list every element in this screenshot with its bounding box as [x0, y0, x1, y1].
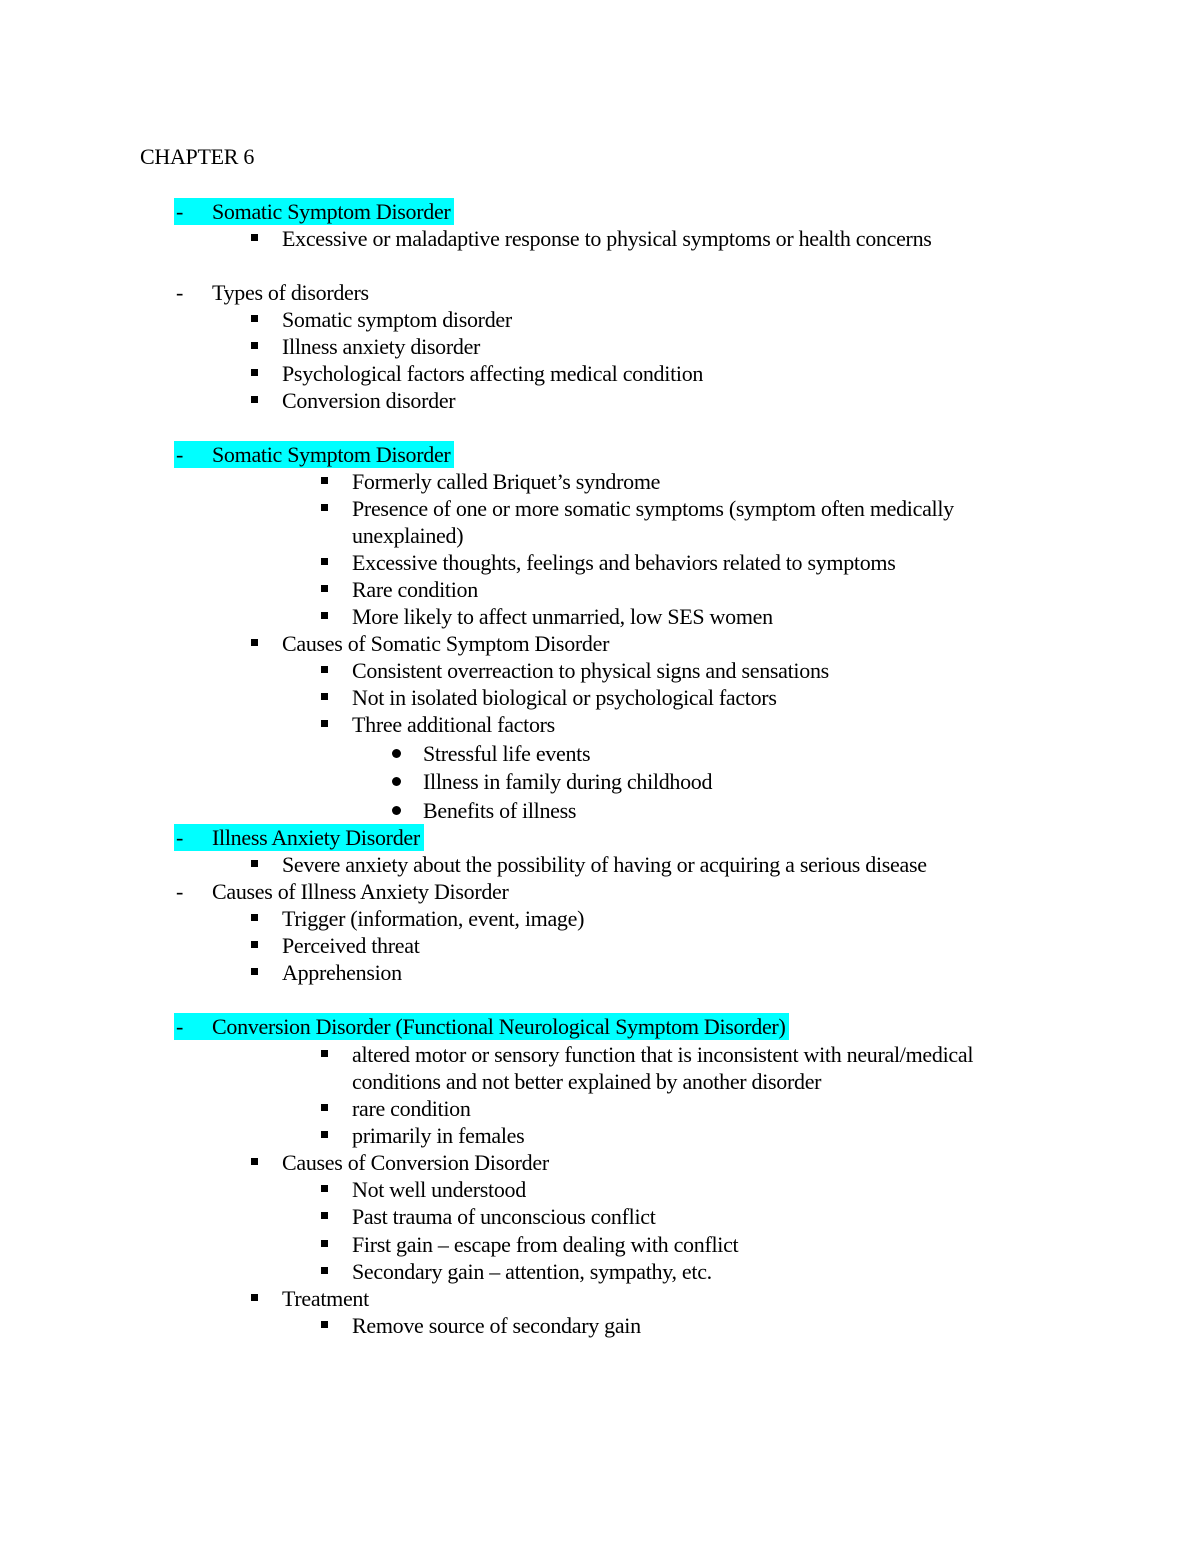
- list-item-more-likely-to-affect-unmarried-low-ses-: More likely to affect unmarried, low SES women: [352, 604, 773, 629]
- square-bullet-icon: [251, 342, 258, 349]
- square-bullet-icon: [321, 1131, 328, 1138]
- list-item-formerly-called-briquet-s-syndrome: Formerly called Briquet’s syndrome: [352, 469, 661, 494]
- list-item-three-additional-factors: Three additional factors: [352, 712, 555, 737]
- square-bullet-icon: [321, 1240, 328, 1247]
- list-item-excessive-thoughts-feelings-and-behavior: Excessive thoughts, feelings and behaviors related to symptoms: [352, 550, 896, 575]
- square-bullet-icon: [321, 1321, 328, 1328]
- list-item-conditions-and-not-better-explained-by-a: conditions and not better explained by another disorder: [352, 1069, 822, 1094]
- dash-bullet-icon: -: [176, 280, 184, 305]
- dash-bullet-icon: -: [176, 199, 184, 224]
- dash-bullet-icon: -: [176, 1014, 184, 1039]
- list-item-first-gain-escape-from-dealing-with-conf: First gain – escape from dealing with conflict: [352, 1232, 739, 1257]
- list-item-not-well-understood: Not well understood: [352, 1177, 526, 1202]
- round-bullet-icon: [392, 749, 401, 758]
- list-item-conversion-disorder: Conversion disorder: [282, 388, 456, 413]
- list-item-treatment: Treatment: [282, 1286, 369, 1311]
- square-bullet-icon: [321, 1185, 328, 1192]
- square-bullet-icon: [321, 612, 328, 619]
- dash-bullet-icon: -: [176, 442, 184, 467]
- list-item-rare-condition: rare condition: [352, 1096, 471, 1121]
- list-item-stressful-life-events: Stressful life events: [423, 741, 591, 766]
- list-item-rare-condition: Rare condition: [352, 577, 478, 602]
- section-heading-somatic-symptom-disorder: Somatic Symptom Disorder: [212, 199, 451, 224]
- list-item-secondary-gain-attention-sympathy-etc: Secondary gain – attention, sympathy, etc.: [352, 1259, 712, 1284]
- square-bullet-icon: [251, 860, 258, 867]
- square-bullet-icon: [251, 315, 258, 322]
- dash-bullet-icon: -: [176, 825, 184, 850]
- round-bullet-icon: [392, 777, 401, 786]
- list-item-types-of-disorders: Types of disorders: [212, 280, 369, 305]
- square-bullet-icon: [251, 941, 258, 948]
- square-bullet-icon: [251, 369, 258, 376]
- square-bullet-icon: [251, 968, 258, 975]
- list-item-benefits-of-illness: Benefits of illness: [423, 798, 577, 823]
- list-item-illness-in-family-during-childhood: Illness in family during childhood: [423, 769, 713, 794]
- square-bullet-icon: [321, 477, 328, 484]
- list-item-altered-motor-or-sensory-function-that-i: altered motor or sensory function that is inconsistent with neural/medical: [352, 1042, 974, 1067]
- list-item-illness-anxiety-disorder: Illness anxiety disorder: [282, 334, 481, 359]
- list-item-excessive-or-maladaptive-response-to-phy: Excessive or maladaptive response to physical symptoms or health concerns: [282, 226, 932, 251]
- square-bullet-icon: [321, 585, 328, 592]
- square-bullet-icon: [251, 1294, 258, 1301]
- section-heading-conversion-disorder-functional-neurologi: Conversion Disorder (Functional Neurological Symptom Disorder): [212, 1014, 786, 1039]
- list-item-not-in-isolated-biological-or-psychologi: Not in isolated biological or psychological factors: [352, 685, 777, 710]
- square-bullet-icon: [321, 693, 328, 700]
- section-heading-illness-anxiety-disorder: Illness Anxiety Disorder: [212, 825, 420, 850]
- list-item-presence-of-one-or-more-somatic-symptoms: Presence of one or more somatic symptoms (symptom often medically: [352, 496, 954, 521]
- square-bullet-icon: [321, 1267, 328, 1274]
- list-item-causes-of-somatic-symptom-disorder: Causes of Somatic Symptom Disorder: [282, 631, 610, 656]
- section-heading-somatic-symptom-disorder: Somatic Symptom Disorder: [212, 442, 451, 467]
- square-bullet-icon: [321, 1212, 328, 1219]
- list-item-causes-of-illness-anxiety-disorder: Causes of Illness Anxiety Disorder: [212, 879, 509, 904]
- square-bullet-icon: [251, 914, 258, 921]
- square-bullet-icon: [251, 396, 258, 403]
- square-bullet-icon: [321, 1050, 328, 1057]
- square-bullet-icon: [251, 639, 258, 646]
- square-bullet-icon: [321, 504, 328, 511]
- square-bullet-icon: [251, 234, 258, 241]
- dash-bullet-icon: -: [176, 879, 184, 904]
- list-item-primarily-in-females: primarily in females: [352, 1123, 525, 1148]
- square-bullet-icon: [321, 1104, 328, 1111]
- list-item-perceived-threat: Perceived threat: [282, 933, 420, 958]
- list-item-consistent-overreaction-to-physical-sign: Consistent overreaction to physical signs and sensations: [352, 658, 829, 683]
- list-item-causes-of-conversion-disorder: Causes of Conversion Disorder: [282, 1150, 549, 1175]
- square-bullet-icon: [321, 666, 328, 673]
- chapter-title: CHAPTER 6: [140, 144, 255, 169]
- square-bullet-icon: [251, 1158, 258, 1165]
- list-item-somatic-symptom-disorder: Somatic symptom disorder: [282, 307, 512, 332]
- list-item-apprehension: Apprehension: [282, 960, 402, 985]
- square-bullet-icon: [321, 720, 328, 727]
- list-item-remove-source-of-secondary-gain: Remove source of secondary gain: [352, 1313, 641, 1338]
- list-item-psychological-factors-affecting-medical-: Psychological factors affecting medical condition: [282, 361, 704, 386]
- list-item-unexplained: unexplained): [352, 523, 464, 548]
- list-item-past-trauma-of-unconscious-conflict: Past trauma of unconscious conflict: [352, 1204, 656, 1229]
- list-item-severe-anxiety-about-the-possibility-of-: Severe anxiety about the possibility of having or acquiring a serious disease: [282, 852, 927, 877]
- list-item-trigger-information-event-image: Trigger (information, event, image): [282, 906, 585, 931]
- round-bullet-icon: [392, 806, 401, 815]
- square-bullet-icon: [321, 558, 328, 565]
